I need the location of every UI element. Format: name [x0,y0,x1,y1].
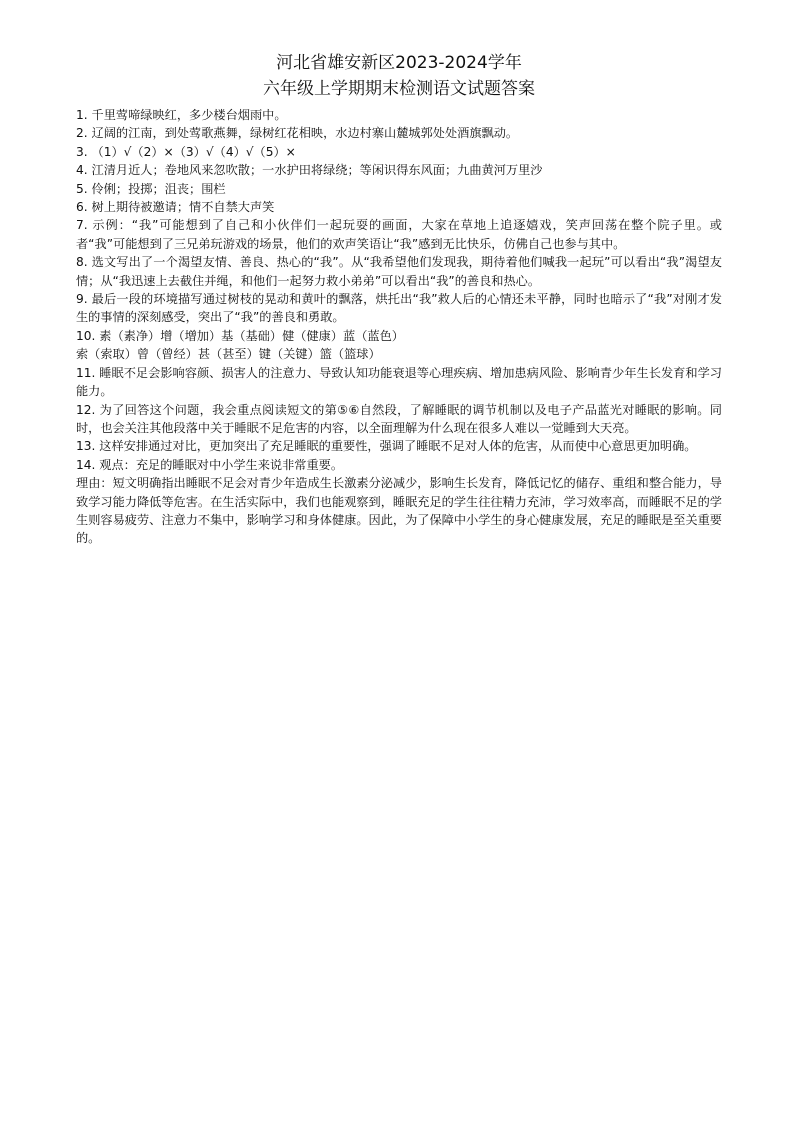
document-header [76,50,722,102]
answer-list [76,106,722,548]
answer-9: 9. 最后一段的环境描写通过树枝的晃动和黄叶的飘落，烘托出“我”救人后的心情还未平静，同时也暗示了“我”对刚才发生的事情的深刻感受，突出了“我”的善良和勇敢。 [76,292,722,325]
answer-11: 11. 睡眠不足会影响容颜、损害人的注意力、导致认知功能衰退等心理疾病、增加患病风险、影响青少年生长发育和学习能力。 [76,365,722,399]
answer-5: 5. 伶俐；投掷；沮丧；围栏 [76,181,226,196]
document-title-line2: 六年级上学期期末检测语文试题答案 [263,79,535,99]
document-page [76,50,722,548]
answer-3: 3. （1）√（2）×（3）√（4）√（5）× [76,144,296,159]
answer-6: 6. 树上期待被邀请；情不自禁大声笑 [76,200,275,215]
answer-14-viewpoint: 14. 观点：充足的睡眠对中小学生来说非常重要。 [76,457,344,472]
document-title-line1: 河北省雄安新区2023-2024学年 [276,53,522,73]
answer-12: 12. 为了回答这个问题，我会重点阅读短文的第⑤⑥自然段，了解睡眠的调节机制以及电子产品蓝光对睡眠的影响。同时，也会关注其他段落中关于睡眠不足危害的内容，以全面理解为什么现在很多人难以一觉睡到大天亮。 [76,402,722,435]
answer-8: 8. 选文写出了一个渴望友情、善良、热心的“我”。从“我希望他们发现我，期待着他们喊我一起玩”可以看出“我”渴望友情；从“我迅速上去截住并绳，和他们一起努力救小弟弟”可以看出“我”的善良和热心。 [76,255,722,288]
answer-14-reason: 理由：短文明确指出睡眠不足会对青少年造成生长激素分泌减少，影响生长发育，降低记忆的储存、重组和整合能力，导致学习能力降低等危害。在生活实际中，我们也能观察到，睡眠充足的学生往往精力充沛，学习效率高，而睡眠不足的学生则容易疲劳、注意力不集中，影响学习和身体健康。因此，为了保障中小学生的身心健康发展，充足的睡眠是至关重要的。 [76,476,722,546]
answer-1: 1. 千里莺啼绿映红，多少楼台烟雨中。 [76,108,287,122]
answer-13: 13. 这样安排通过对比，更加突出了充足睡眠的重要性，强调了睡眠不足对人体的危害，从而使中心意思更加明确。 [76,439,697,454]
answer-4: 4. 江清月近人；卷地风来忽吹散；一水护田将绿绕；等闲识得东风面；九曲黄河万里沙 [76,163,543,178]
answer-2: 2. 辽阔的江南，到处莺歌燕舞，绿树红花相映，水边村寨山麓城郭处处酒旗飘动。 [76,126,519,141]
answer-7: 7. 示例：“我”可能想到了自己和小伙伴们一起玩耍的画面，大家在草地上追逐嬉戏，笑声回荡在整个院子里。或者“我”可能想到了三兄弟玩游戏的场景，他们的欢声笑语让“我”感到无比快乐，仿佛自己也参与其中。 [76,218,722,251]
answer-10-row2: 索（索取）曾（曾经）甚（甚至）键（关键）篮（篮球） [76,347,381,362]
answer-10-row1: 10. 素（素净）增（增加）基（基础）健（健康）蓝（蓝色） [76,328,404,343]
